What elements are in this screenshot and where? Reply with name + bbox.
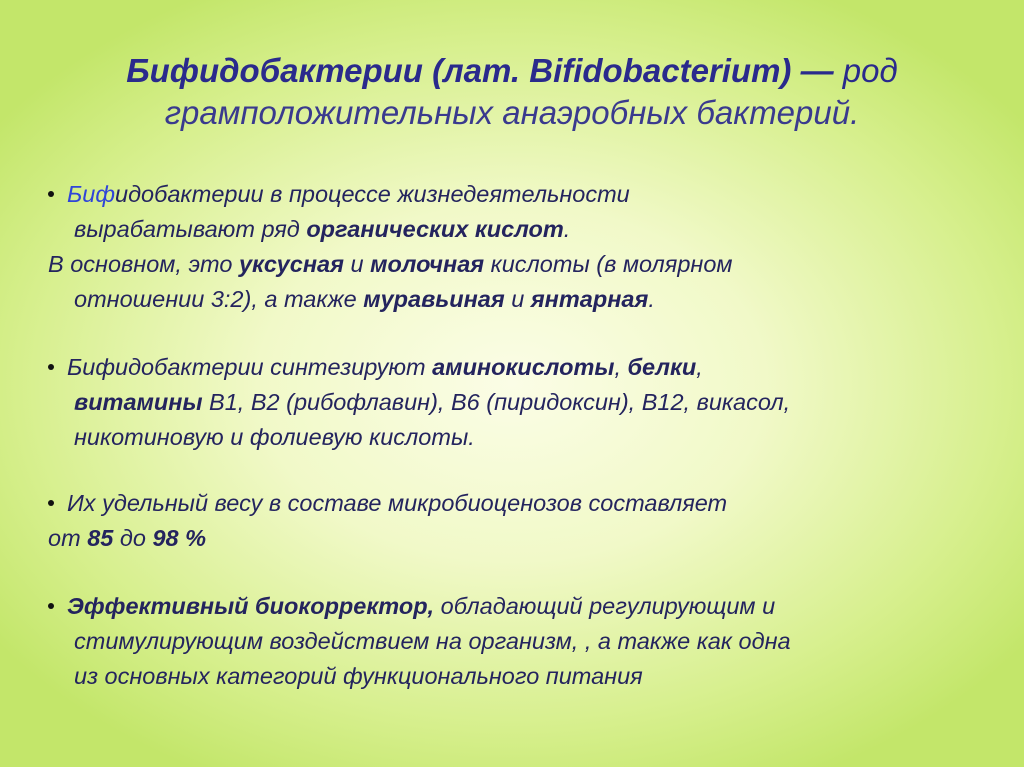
p2-line1: Бифидобактерии синтезируют аминокислоты, белки, — [48, 350, 978, 385]
p1-line1: Бифидобактерии в процессе жизнедеятельности — [48, 177, 978, 212]
paragraph-organic-acids — [48, 177, 978, 317]
title-latin: (лат. Bifidobacterium) — — [422, 52, 834, 89]
paragraph-share — [48, 486, 978, 556]
p1-line4: отношении 3:2), а также муравьиная и янтарная. — [74, 286, 655, 312]
p3-line2: от 85 до 98 % — [48, 525, 207, 551]
p1-line3: В основном, это уксусная и молочная кислоты (в молярном — [48, 251, 733, 277]
p3-line1: Их удельный весу в составе микробиоценозов составляет — [48, 486, 978, 521]
p1-line2: вырабатывают ряд органических кислот. — [74, 216, 571, 242]
p2-line2: витамины В1, В2 (рибофлавин), В6 (пиридоксин), В12, викасол, — [74, 389, 791, 415]
p4-line2: стимулирующим воздействием на организм, , а также как одна — [74, 628, 791, 654]
title-tail: род — [833, 52, 898, 89]
paragraph-synthesis — [48, 350, 978, 455]
bullet-icon — [48, 191, 54, 197]
title-line2: грамположительных анаэробных бактерий. — [164, 94, 860, 131]
title-bold: Бифидобактерии — [126, 52, 423, 89]
p4-line1: Эффективный биокорректор, обладающий регулирующим и — [48, 589, 978, 624]
p4-line3: из основных категорий функционального питания — [74, 663, 643, 689]
slide-title — [0, 50, 1024, 134]
p2-line3: никотиновую и фолиевую кислоты. — [74, 424, 475, 450]
bullet-icon — [48, 364, 54, 370]
bullet-icon — [48, 603, 54, 609]
paragraph-biocorrector — [48, 589, 978, 694]
bullet-icon — [48, 500, 54, 506]
